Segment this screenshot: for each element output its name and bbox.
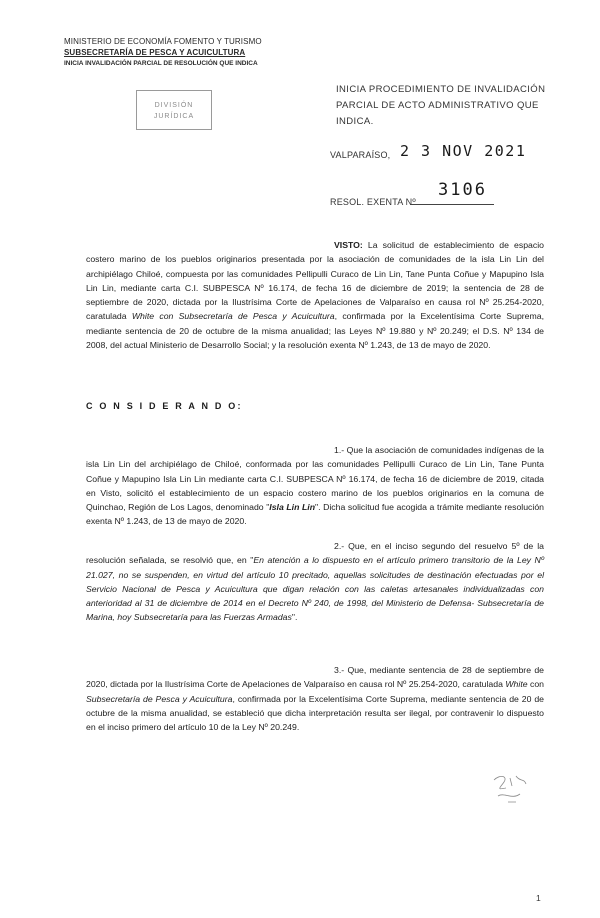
considerando-paragraph-1: 1.- Que la asociación de comunidades indígenas de la isla Lin Lin del archipiélago de Chiloé, conformada por las comunidades Pellipulli Curaco de Lin Lin, Tane Punta Coñue y Mapupino Isla Lin Lin mediante carta C.I. SUBPESCA Nº 16.174, de fecha 16 de diciembre de 2019, citada en Visto, solicitó el establecimiento de un espacio costero marino de los pueblos originarios en la comuna de Quinchao, Región de Los Lagos, denominado "Isla Lin Lin". Dicha solicitud fue acogida a trámite mediante resolución exenta Nº 1.243, de 13 de mayo de 2020. [86,445,544,527]
document-reference-line: INICIA INVALIDACIÓN PARCIAL DE RESOLUCIÓN QUE INDICA [64,60,258,67]
considerando-paragraph-2: 2.- Que, en el inciso segundo del resuelvo 5º de la resolución señalada, se resolvió que, en "En atención a lo dispuesto en el artículo primero transitorio de la Ley Nº 21.027, no se suspenden, en virtud del artículo 10 precitado, aquellas solicitudes de destinación efectuadas por el Servicio Nacional de Pesca y Acuicultura que digan relación con las caletas artesanales individualizadas con anterioridad al 31 de diciembre de 2014 en el Decreto Nº 240, de 1998, del Ministerio de Defensa- Subsecretaría de Marina, hoy Subsecretaría para las Fuerzas Armadas". [86,541,545,623]
visto-paragraph: VISTO: La solicitud de establecimiento de espacio costero marino de los pueblos originarios presentada por la asociación de comunidades de la isla Lin Lin del archipiélago Chiloé, compuesta por las comunidades Pellipulli Curaco de Lin Lin, Tane Punta Coñue y Mapupino Isla Lin Lin, mediante carta C.I. SUBPESCA Nº 16.174, de fecha 16 de diciembre de 2019; la sentencia de 28 de septiembre de 2020, dictada por la Ilustrísima Corte de Apelaciones de Valparaíso en causa rol Nº 25.254-2020, caratulada White con Subsecretaría de Pesca y Acuicultura, confirmada por la Excelentísima Corte Suprema, mediante sentencia de 20 de octubre de la misma anualidad; las Leyes Nº 19.880 y Nº 20.249; el D.S. Nº 134 de 2008, del actual Ministerio de Desarrollo Social; y la resolución exenta Nº 1.243, de 13 de mayo de 2020. [86,240,544,351]
initials-signature [490,772,534,808]
resolution-underline [410,204,494,205]
stamp-line-2: JURÍDICA [153,113,195,120]
page-number: 1 [536,893,541,903]
place-label: VALPARAÍSO, [330,150,391,160]
resolution-number: 3106 [438,180,487,200]
considerando-heading: C O N S I D E R A N D O: [86,401,243,411]
ministry-line: MINISTERIO DE ECONOMÍA FOMENTO Y TURISMO [64,37,262,46]
division-stamp [136,90,212,130]
considerando-paragraph-3: 3.- Que, mediante sentencia de 28 de septiembre de 2020, dictada por la Ilustrísima Corte de Apelaciones de Valparaíso en causa rol Nº 25.254-2020, caratulada White con Subsecretaría de Pesca y Acuicultura, confirmada por la Excelentísima Corte Suprema, mediante sentencia de 20 de octubre de la misma anualidad, se estableció que dicha interpretación resulta ser ilegal, por contravenir lo dispuesto en el inciso primero del artículo 10 de la Ley Nº 20.249. [86,665,545,733]
stamp-line-1: DIVISIÓN [154,102,194,109]
subsecretaria-line: SUBSECRETARÍA DE PESCA Y ACUICULTURA [64,48,246,57]
visto-label: VISTO: [334,240,363,250]
date-stamp: 2 3 NOV 2021 [400,142,527,160]
document-subject: INICIA PROCEDIMIENTO DE INVALIDACIÓN PARCIAL DE ACTO ADMINISTRATIVO QUE INDICA. [336,84,546,127]
resolution-label: RESOL. EXENTA Nº [330,197,416,207]
